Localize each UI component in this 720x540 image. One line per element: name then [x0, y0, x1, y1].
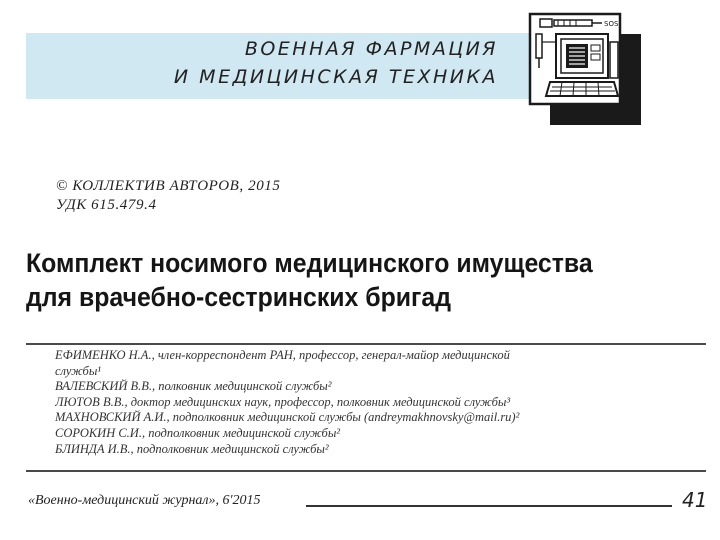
divider-bottom: [26, 470, 706, 472]
section-banner: [26, 33, 608, 99]
divider-top: [26, 343, 706, 345]
journal-reference: «Военно-медицинский журнал», 6'2015: [28, 493, 261, 508]
author-line: БЛИНДА И.В., подполковник медицинской службы²: [55, 441, 329, 456]
section-title-line1: ВОЕННАЯ ФАРМАЦИЯ: [244, 38, 498, 60]
udk-code: УДК 615.479.4: [56, 197, 157, 213]
author-line: ЛЮТОВ В.В., доктор медицинских наук, профессор, полковник медицинской службы³: [55, 394, 511, 409]
page-number: 41: [682, 488, 708, 512]
author-list: [55, 348, 695, 457]
article-title-line2: для врачебно-сестринских бригад: [26, 282, 451, 312]
author-line: службы¹: [55, 363, 102, 378]
author-line: ВАЛЕВСКИЙ В.В., полковник медицинской службы²: [55, 379, 332, 394]
copyright-line: © КОЛЛЕКТИВ АВТОРОВ, 2015: [56, 178, 281, 194]
svg-text:SOS: SOS: [604, 20, 619, 28]
article-title-line1: Комплект носимого медицинского имущества: [26, 248, 593, 278]
section-title-line2: И МЕДИЦИНСКАЯ ТЕХНИКА: [173, 66, 498, 88]
medical-computer-icon: [528, 12, 643, 127]
footer-rule: [306, 505, 672, 507]
author-line: МАХНОВСКИЙ А.И., подполковник медицинской службы (andreymakhnovsky@mail.ru)²: [55, 410, 520, 425]
author-line: СОРОКИН С.И., подполковник медицинской службы²: [55, 425, 341, 440]
author-line: ЕФИМЕНКО Н.А., член-корреспондент РАН, профессор, генерал-майор медицинской: [55, 348, 510, 362]
